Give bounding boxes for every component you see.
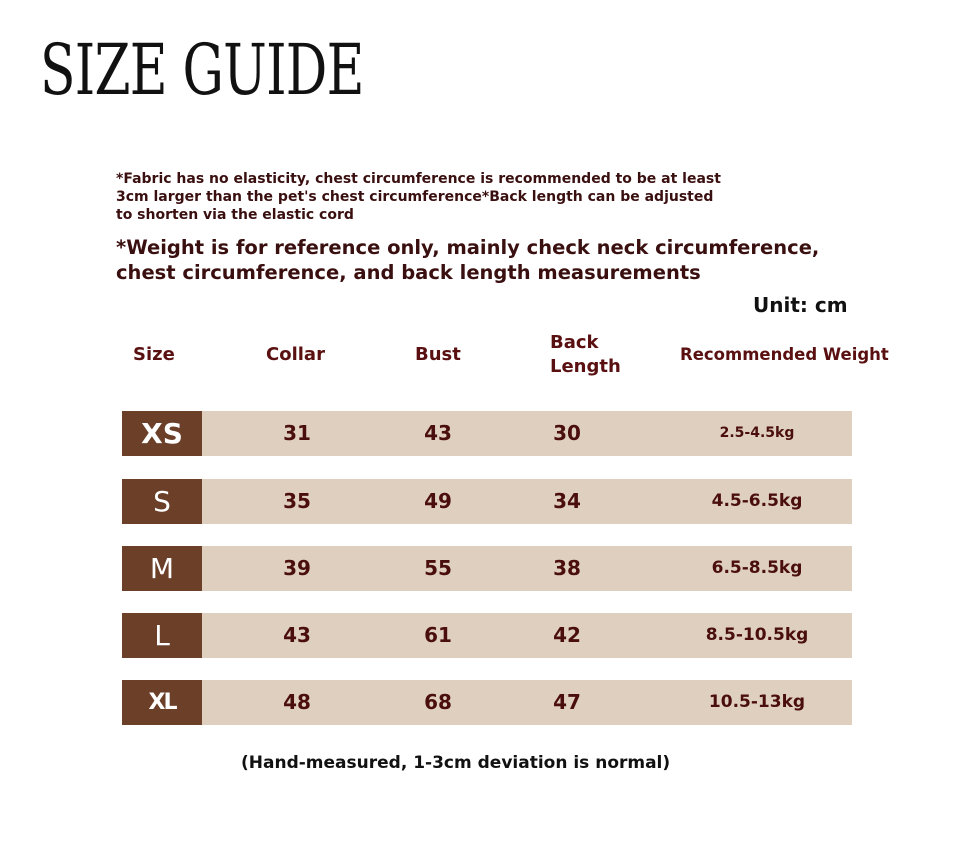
bust-value: 43 xyxy=(424,421,452,445)
weight-value: 4.5-6.5kg xyxy=(711,491,803,511)
size-badge: XS xyxy=(122,411,202,456)
collar-value: 43 xyxy=(283,623,311,647)
weight-note: *Weight is for reference only, mainly check neck circumference, chest circumference, and back length measurements xyxy=(116,236,820,284)
page-title: SIZE GUIDE xyxy=(40,29,364,111)
bust-value: 49 xyxy=(424,489,452,513)
header-recommended-weight: Recommended Weight xyxy=(680,345,889,364)
weight-value: 10.5-13kg xyxy=(708,692,806,712)
measurement-disclaimer: (Hand-measured, 1-3cm deviation is normal) xyxy=(241,753,671,773)
weight-value: 8.5-10.5kg xyxy=(705,625,809,645)
header-collar: Collar xyxy=(266,344,325,365)
header-bust: Bust xyxy=(415,344,461,365)
bust-value: 68 xyxy=(424,690,452,714)
collar-value: 31 xyxy=(283,421,311,445)
back-length-value: 42 xyxy=(553,623,581,647)
table-row xyxy=(122,546,852,591)
weight-value: 2.5-4.5kg xyxy=(719,425,795,441)
weight-value: 6.5-8.5kg xyxy=(711,558,803,578)
header-back-length: Back Length xyxy=(550,332,621,377)
size-badge: S xyxy=(122,479,202,524)
back-length-value: 38 xyxy=(553,556,581,580)
back-length-value: 47 xyxy=(553,690,581,714)
collar-value: 35 xyxy=(283,489,311,513)
size-badge: XL xyxy=(122,680,202,725)
back-length-value: 34 xyxy=(553,489,581,513)
fabric-note: *Fabric has no elasticity, chest circumference is recommended to be at least 3cm larger than the pet's chest circumference*Back length can be adjusted to shorten via the elastic cord xyxy=(116,171,721,223)
table-row xyxy=(122,411,852,456)
collar-value: 48 xyxy=(283,690,311,714)
collar-value: 39 xyxy=(283,556,311,580)
bust-value: 55 xyxy=(424,556,452,580)
table-row xyxy=(122,613,852,658)
size-badge: M xyxy=(122,546,202,591)
size-badge: L xyxy=(122,613,202,658)
table-row xyxy=(122,680,852,725)
table-row xyxy=(122,479,852,524)
back-length-value: 30 xyxy=(553,421,581,445)
header-size: Size xyxy=(133,344,175,365)
bust-value: 61 xyxy=(424,623,452,647)
unit-label: Unit: cm xyxy=(753,293,848,317)
